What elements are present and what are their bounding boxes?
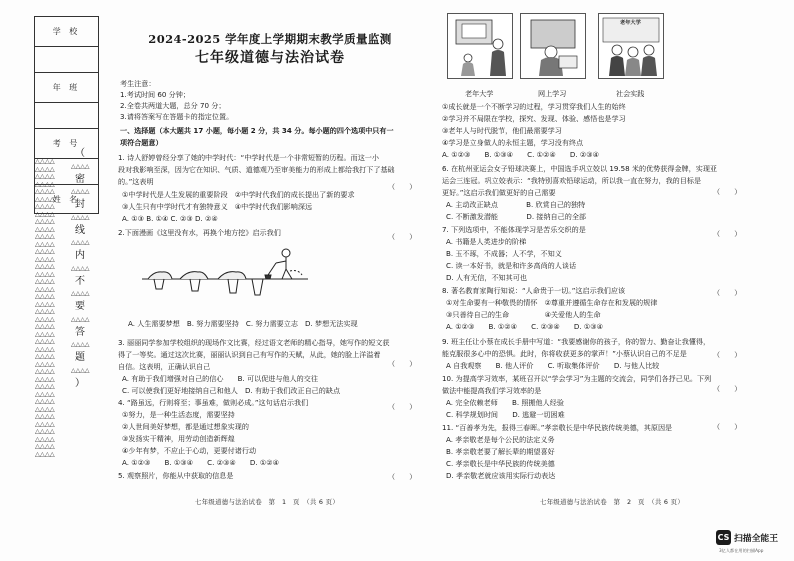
photo-senior-university (447, 13, 513, 79)
right-question-line: 9. 班主任让小蔡在成长手册中写道：“我要感谢你的孩子，你的智力、勤奋让我懂得， (442, 337, 711, 346)
right-question-line: A. 孝亲敬老是每个公民的法定义务 (446, 435, 555, 444)
seal-line-text (71, 148, 89, 390)
answer-paren-q10: （ ） (713, 384, 742, 393)
left-question-line: ①努力，是一种生活态度，需要坚持 (122, 410, 235, 419)
left-question-line: ③人生只有中学时代才有独特意义 ④中学时代我们影响深远 (122, 202, 313, 211)
right-question-line: 运会三连冠。巩立姣表示：“我特别喜欢铅球运动，所以我一直在努力，我的目标是 (442, 176, 702, 185)
answer-paren-q9: （ ） (713, 350, 742, 359)
right-question-line: C. 科学规划时间 D. 逃避一切困难 (446, 410, 565, 419)
left-question-line: 4. “路虽远，行则将至；事虽难，做则必成。”这句话启示我们 (118, 398, 309, 407)
right-question-line: 更好。”这启示我们做更好的自己需要 (442, 188, 556, 197)
answer-paren-q11: （ ） (713, 422, 742, 431)
right-question-line: ②学习并不局限在学校，探究、发现、体验、感悟也是学习 (442, 114, 626, 123)
answer-paren-q2: （ ） (388, 232, 417, 241)
notes-item-3: 3.请将答案写在答题卡的指定位置。 (120, 112, 234, 121)
seal-char: 封 (75, 199, 85, 210)
right-question-line: D. 孝亲敬老就应该用实际行动表达 (446, 471, 556, 480)
info-name-label: 姓 名 (34, 184, 99, 214)
right-question-line: 6. 在杭州亚运会女子铅球决赛上，中国选手巩立姣以 19.58 米的优势获得金牌，实现亚 (442, 164, 718, 173)
left-question-line: ①中学时代是人生发展的重要阶段 ②中学时代我们的成长提出了新的要求 (122, 190, 355, 199)
right-question-line: A. ①②③ B. ①③④ C. ①②④ D. ②③④ (442, 150, 599, 159)
camscanner-logo: CS (716, 530, 731, 545)
info-class-label: 年 班 (34, 72, 99, 102)
seal-gap: △△△△ (71, 366, 90, 374)
exam-year-title: 2024-2025 学年度上学期期末教学质量监测 (148, 32, 392, 46)
section1-heading: 一、选择题（本大题共 17 小题，每小题 2 分，共 34 分。每小题的四个选项中只有一 (120, 126, 394, 135)
footer-page-2: 七年级道德与法治试卷 第 2 页 （共 6 页） (540, 498, 685, 506)
answer-paren-q3: （ ） (388, 359, 417, 368)
right-question-line: B. 玉不琢，不成器；人不学，不知义 (446, 249, 562, 258)
seal-char: 不 (75, 275, 85, 287)
right-question-line: 8. 著名教育家陶行知说：“人命贵于一切。”这启示我们应该 (442, 286, 626, 295)
right-question-line: C. 不断激发潜能 D. 接纳自己的全部 (446, 212, 587, 221)
right-question-line: D. 人有无信，不知其可也 (446, 273, 527, 282)
notes-item-2: 2.全卷共两道大题，总分 70 分； (120, 101, 226, 110)
left-question-line: A. 人生需要梦想 B. 努力需要坚持 C. 努力需要立志 D. 梦想无法实现 (128, 319, 358, 328)
right-question-line: A. 书籍是人类进步的阶梯 (446, 237, 527, 246)
right-question-line: A. 主动改正缺点 B. 欣赏自己的独特 (446, 200, 586, 209)
right-question-line: B. 孝亲敬老要了解长辈的期望喜好 (446, 447, 555, 456)
answer-paren-q5: （ ） (388, 472, 417, 481)
left-question-line: ④少年有梦，不应止于心动，更要付诸行动 (122, 446, 257, 455)
right-question-line: A 自我观察 B. 他人评价 C. 听取集体评价 D. 与他人比较 (446, 361, 660, 370)
seal-gap: △△△△ (71, 162, 90, 170)
right-question-line: 做法中能提高我们学习效率的是 (442, 386, 542, 395)
seal-gap: △△△△ (71, 264, 90, 272)
photo-online-learning (520, 13, 586, 79)
photo-label-3: 社会实践 (616, 89, 645, 98)
answer-paren-q1: （ ） (388, 182, 417, 191)
left-question-line: 2.下面漫画《这里没有水，再换个地方挖》启示我们 (118, 228, 281, 237)
answer-paren-q6: （ ） (713, 187, 742, 196)
seal-char: 答 (75, 326, 85, 338)
right-question-line: C. 孝亲敬长是中华民族的传统美德 (446, 459, 555, 468)
seal-gap: △△△△ (71, 188, 90, 195)
right-question-line: A. 完全依赖老师 B. 照搬他人经验 (446, 398, 564, 407)
seal-char: 内 (75, 250, 85, 261)
left-question-line: ②人世间美好梦想，都是通过想象实现的 (122, 422, 249, 431)
right-question-line: ③只善待自己的生命 ④关爱他人的生命 (446, 310, 601, 319)
footer-page-1: 七年级道德与法治试卷 第 1 页 （共 6 页） (195, 498, 340, 506)
seal-char: ） (75, 377, 85, 389)
left-question-line: A. 有助于我们增强对自己的信心 B. 可以促进与他人的交往 (122, 374, 318, 383)
left-question-line: A. ①②③ B. ①③④ C. ②③④ D. ①②④ (122, 458, 279, 467)
seal-dots: △△△△ △△△△ △△△△ △△△△ △△△△ △△△△ △△△△ △△△△ △△△△ △△△△ △△△△ △△△△ △△△△ △△△△ △△△△ △△△△ △△△△ △△△△ △△△△ △△△△ △△△△ △△△△ △△△△ △△△△ △△△△ △△△△ △△△△ △△△△ △△△△ △△△△ △△△△ △△△△ △△△△ △△△△ △△△△ △△△△ △△△△ △△△△ △△△△ △△△△ (35, 157, 55, 458)
camscanner-name: 扫描全能王 (734, 534, 778, 544)
seal-gap: △△△△ (71, 315, 90, 323)
seal-gap: △△△△ (71, 341, 90, 348)
left-question-line: 得了一等奖。通过这次比赛，丽丽认识到自己有写作的天赋，从此，她的脸上洋溢着 (118, 350, 381, 359)
section1-heading-cont: 项符合题意） (120, 138, 163, 147)
left-question-line: 3. 丽丽同学参加学校组织的现场作文比赛，经过语文老师的精心指导，她写作的短文获 (118, 338, 390, 347)
photo-label-1: 老年大学 (465, 89, 494, 98)
info-school-value (34, 46, 99, 72)
right-question-line: ①成长就是一个不断学习的过程，学习贯穿我们人生的始终 (442, 102, 626, 111)
photo-sign-text: 老年大学 (620, 20, 641, 26)
notes-item-1: 1.考试时间 60 分钟； (120, 90, 190, 99)
seal-char: （ (75, 148, 85, 159)
info-class-value (34, 102, 99, 128)
left-question-line: 5. 观察照片，你能从中获取的信息是 (118, 471, 234, 480)
seal-char: 要 (75, 301, 85, 312)
seal-char: 题 (75, 352, 85, 363)
left-question-line: 自信。这表明，正确认识自己 (118, 362, 211, 371)
left-question-line: 的。”这表明 (118, 177, 154, 186)
right-question-line: 7. 下列选项中，不能体现学习是苦乐交织的是 (442, 225, 586, 234)
photo-label-2: 网上学习 (538, 89, 567, 98)
right-question-line: ③老年人与时代脱节，他们最需要学习 (442, 126, 562, 135)
answer-paren-q7: （ ） (713, 229, 742, 238)
left-question-line: C. 可以使我们更好地接纳自己和他人 D. 有助于我们改正自己的缺点 (122, 386, 341, 395)
left-question-line: 1. 诗人舒婷曾经分享了她的中学时代：“中学时代是一个非常短暂的历程。而这一小 (118, 153, 379, 162)
right-question-line: ①对生命要有一种敬畏的情怀 ②尊重并遵循生命存在和发展的规律 (446, 298, 658, 307)
answer-paren-q8: （ ） (713, 288, 742, 297)
answer-paren-q4: （ ） (388, 402, 417, 411)
left-question-line: A. ①③ B. ①④ C. ②③ D. ②④ (122, 214, 218, 223)
right-question-line: ④学习是立身做人的永恒主题，学习没有终点 (442, 138, 584, 147)
right-question-line: 11. “百善孝为先，报得三春晖。”孝亲敬长是中华民族传统美德，其原因是 (442, 423, 673, 432)
info-examno-label: 考 号 (34, 128, 99, 158)
left-question-line: ③发扬实干精神，用劳动创造新辉煌 (122, 434, 235, 443)
info-school-label: 学 校 (34, 16, 99, 46)
seal-gap: △△△△ (71, 290, 90, 297)
right-question-line: 能克服很多心中的恐惧。此时，你将收获更多的掌声！”小蔡认识自己的不足是 (442, 349, 687, 358)
cartoon-digging-illustration (140, 245, 310, 307)
camscanner-tagline: 3亿人都在用的扫描App (719, 548, 764, 553)
right-question-line: 10. 为提高学习效率，某班召开以“学会学习”为主题的交流会，同学们各抒己见。下列 (442, 374, 712, 383)
notes-title: 考生注意： (120, 79, 156, 88)
right-question-line: A. ①②③ B. ①②④ C. ②③④ D. ①③④ (446, 322, 603, 331)
seal-char: 线 (75, 224, 85, 236)
seal-gap: △△△△ (71, 239, 90, 246)
exam-subject-title: 七年级道德与法治试卷 (195, 50, 345, 66)
seal-char: 密 (75, 173, 85, 185)
seal-gap: △△△△ (71, 213, 90, 221)
left-question-line: 段对我影响至深，因为它在知识、气质、道德观乃至审美能力的形成上都给我打下了基础 (118, 165, 395, 174)
right-question-line: C. 读一本好书，就是和许多高尚的人谈话 (446, 261, 577, 270)
